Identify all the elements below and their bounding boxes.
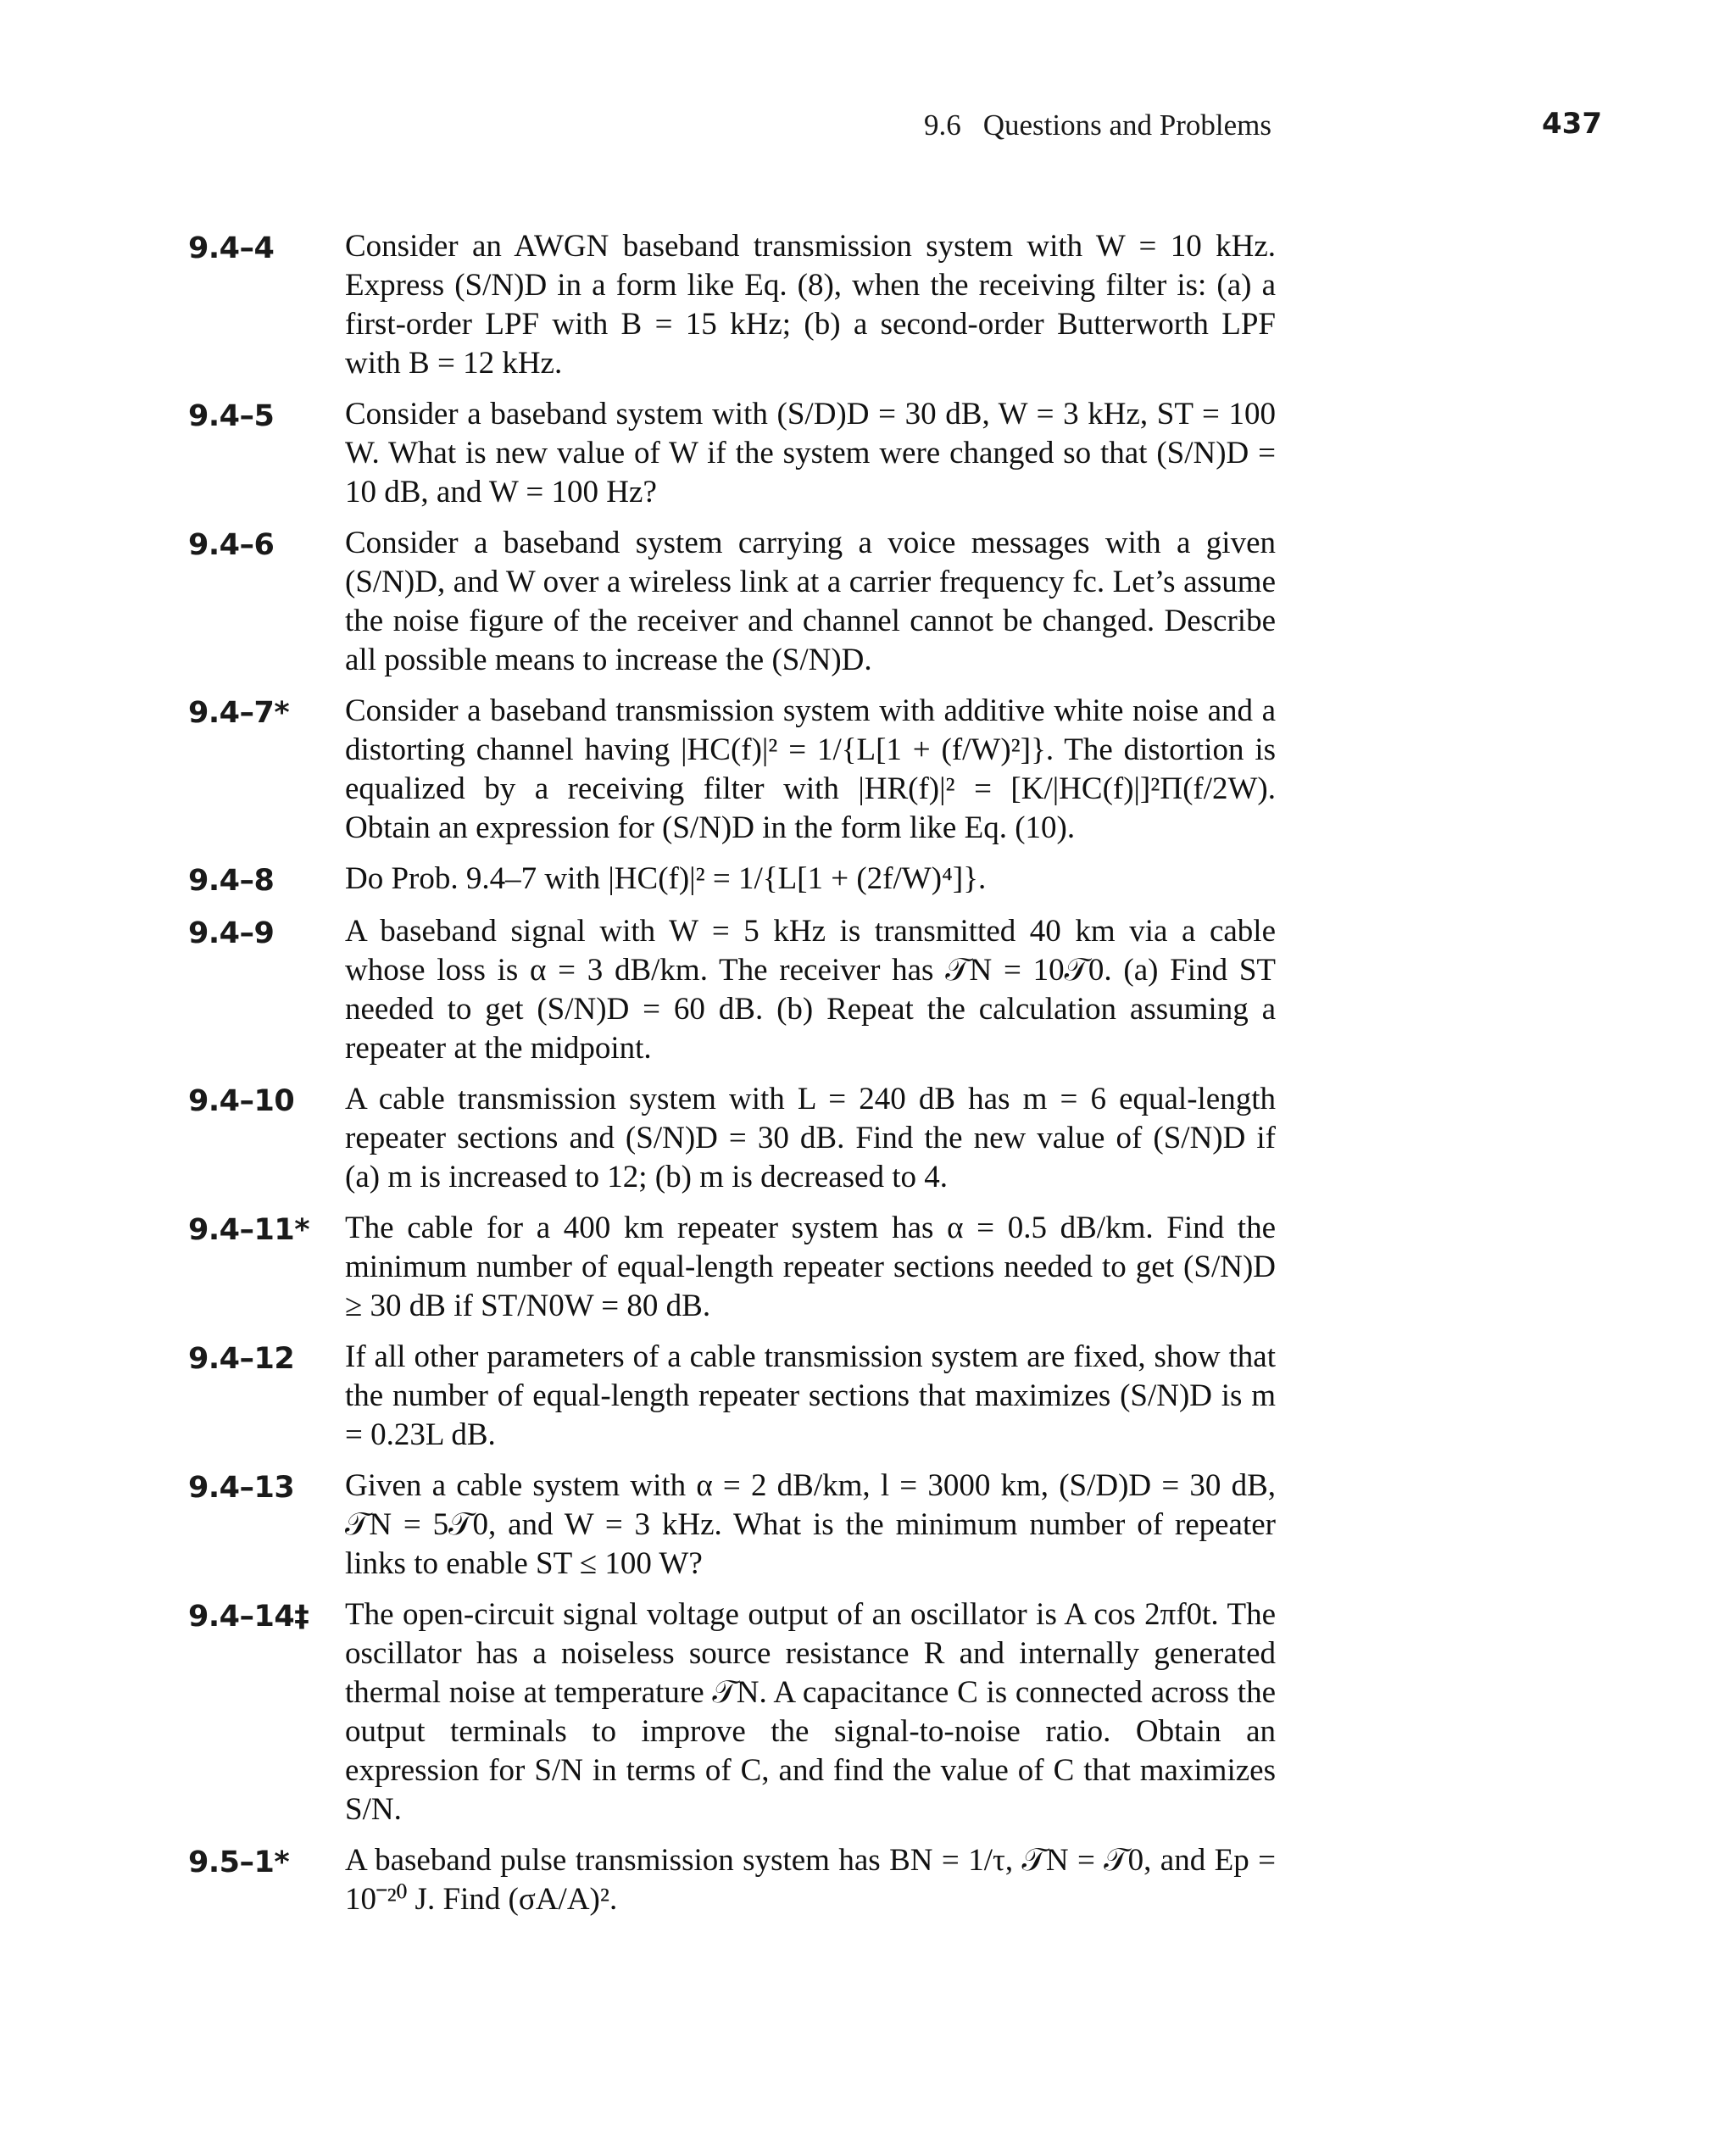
problem-item: [0, 1841, 1736, 1919]
problem-item: [0, 860, 1736, 900]
problem-text: A cable transmission system with L = 240 dB has m = 6 equal-length repeater sections and (S/N)D = 30 dB. Find the new value of (S/N)D if (a) m is increased to 12; (b) m is decreased to 4.: [345, 1082, 1276, 1194]
problem-number: 9.4–9: [188, 916, 275, 950]
problem-number: 9.4–13: [188, 1471, 295, 1505]
problem-item: [0, 1338, 1736, 1455]
problem-text: Consider a baseband system with (S/D)D = 30 dB, W = 3 kHz, ST = 100 W. What is new value of W if the system were changed so that (S/N)D = 10 dB, and W = 100 Hz?: [345, 397, 1276, 509]
problem-item: [0, 1467, 1736, 1584]
problem-item: [0, 1209, 1736, 1326]
problem-text: The cable for a 400 km repeater system has α = 0.5 dB/km. Find the minimum number of equal-length repeater sections needed to get (S/N)D ≥ 30 dB if ST/N0W = 80 dB.: [345, 1211, 1276, 1323]
problem-list: [0, 227, 1736, 1931]
problem-number: 9.4–5: [188, 399, 275, 433]
problem-number: 9.4–10: [188, 1084, 295, 1118]
problem-item: [0, 395, 1736, 512]
problem-number: 9.4–7*: [188, 696, 290, 730]
problem-item: [0, 227, 1736, 383]
problem-item: [0, 912, 1736, 1068]
problem-item: [0, 692, 1736, 848]
problem-text: Do Prob. 9.4–7 with |HC(f)|² = 1/{L[1 + (2f/W)⁴]}.: [345, 861, 987, 896]
problem-number: 9.4–8: [188, 864, 275, 898]
problem-item: [0, 1595, 1736, 1829]
problem-item: [0, 524, 1736, 680]
problem-text: Given a cable system with α = 2 dB/km, l = 3000 km, (S/D)D = 30 dB, 𝒯N = 5𝒯0, and W = 3 kHz. What is the minimum number of repeater links to enable ST ≤ 100 W?: [345, 1468, 1276, 1581]
page-number: 437: [1542, 107, 1602, 141]
problem-number: 9.4–14‡: [188, 1600, 309, 1634]
problem-number: 9.5–1*: [188, 1846, 290, 1879]
problem-text: A baseband pulse transmission system has BN = 1/τ, 𝒯N = 𝒯0, and Ep = 10⁻²⁰ J. Find (σA/A)².: [345, 1843, 1276, 1917]
problem-number: 9.4–12: [188, 1342, 295, 1376]
problem-number: 9.4–11*: [188, 1213, 310, 1247]
problem-text: The open-circuit signal voltage output of an oscillator is A cos 2πf0t. The oscillator has a noiseless source resistance R and internally generated thermal noise at temperature 𝒯N. A capacitance C is connected across the output terminals to improve the signal-to-noise ratio. Obtain an expression for S/N in terms of C, and find the value of C that maximizes S/N.: [345, 1597, 1276, 1827]
problem-item: [0, 1080, 1736, 1197]
problem-number: 9.4–6: [188, 528, 275, 562]
running-head: [924, 109, 1280, 142]
problem-number: 9.4–4: [188, 231, 275, 265]
section-title: Questions and Problems: [982, 109, 1272, 142]
section-number: 9.6: [924, 109, 961, 142]
problem-text: If all other parameters of a cable transmission system are fixed, show that the number of equal-length repeater sections that maximizes (S/N)D is m = 0.23L dB.: [345, 1339, 1276, 1452]
problem-text: Consider a baseband system carrying a voice messages with a given (S/N)D, and W over a wireless link at a carrier frequency fc. Let’s assume the noise figure of the receiver and channel cannot be changed. Describe all possible means to increase the (S/N)D.: [345, 526, 1276, 677]
problem-text: A baseband signal with W = 5 kHz is transmitted 40 km via a cable whose loss is α = 3 dB/km. The receiver has 𝒯N = 10𝒯0. (a) Find ST needed to get (S/N)D = 60 dB. (b) Repeat the calculation assuming a repeater at the midpoint.: [345, 914, 1276, 1066]
problem-text: Consider a baseband transmission system with additive white noise and a distorting channel having |HC(f)|² = 1/{L[1 + (f/W)²]}. The distortion is equalized by a receiving filter with |HR(f)|² = [K/|HC(f)|]²Π(f/2W). Obtain an expression for (S/N)D in the form like Eq. (10).: [345, 693, 1276, 845]
problem-text: Consider an AWGN baseband transmission system with W = 10 kHz. Express (S/N)D in a form like Eq. (8), when the receiving filter is: (a) a first-order LPF with B = 15 kHz; (b) a second-order Butterworth LPF with B = 12 kHz.: [345, 229, 1276, 381]
